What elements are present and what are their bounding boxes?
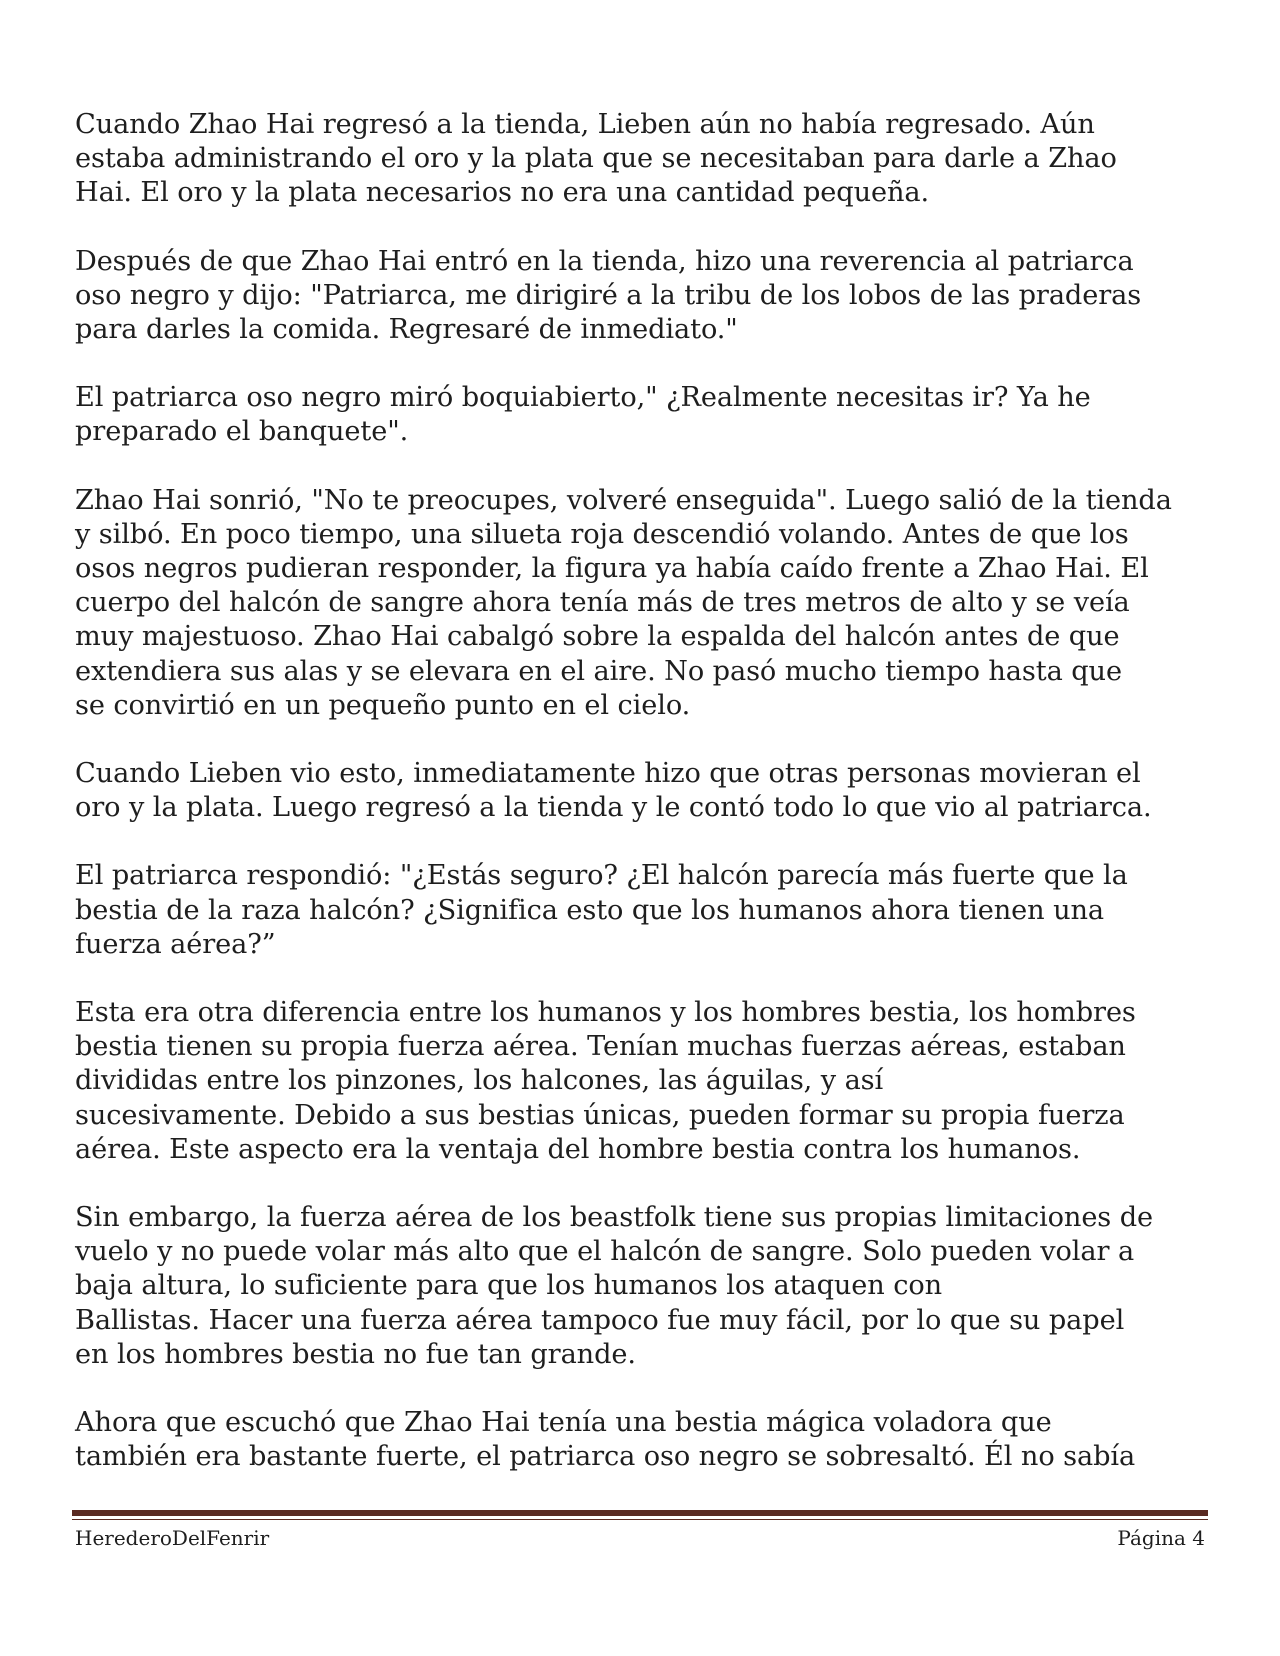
text-line: Esta era otra diferencia entre los humanos y los hombres bestia, los hombres [75,997,1136,1029]
paragraph [75,1201,1205,1372]
text-line: Sin embargo, la fuerza aérea de los beastfolk tiene sus propias limitaciones de [75,1202,1153,1234]
paragraph [75,245,1205,348]
page-footer [75,1526,1205,1556]
text-line: oso negro y dijo: "Patriarca, me dirigiré a la tribu de los lobos de las praderas [75,279,1142,311]
paragraph [75,381,1205,449]
text-line: Después de que Zhao Hai entró en la tienda, hizo una reverencia al patriarca [75,245,1134,277]
text-line: cuerpo del halcón de sangre ahora tenía más de tres metros de alto y se veía [75,587,1130,619]
text-line: osos negros pudieran responder, la figura ya había caído frente a Zhao Hai. El [75,553,1149,585]
paragraph [75,859,1205,962]
paragraph [75,757,1205,825]
paragraph [75,996,1205,1167]
text-line: en los hombres bestia no fue tan grande. [75,1338,636,1370]
text-line: fuerza aérea?” [75,928,276,960]
text-line: extendiera sus alas y se elevara en el aire. No pasó mucho tiempo hasta que [75,655,1122,687]
paragraph [75,484,1205,723]
text-line: también era bastante fuerte, el patriarca oso negro se sobresaltó. Él no sabía [75,1441,1136,1473]
text-line: Ballistas. Hacer una fuerza aérea tampoco fue muy fácil, por lo que su papel [75,1304,1125,1336]
text-line: Cuando Lieben vio esto, inmediatamente hizo que otras personas movieran el [75,758,1141,790]
text-line: vuelo y no puede volar más alto que el halcón de sangre. Solo pueden volar a [75,1236,1135,1268]
text-line: sucesivamente. Debido a sus bestias únicas, pueden formar su propia fuerza [75,1099,1125,1131]
text-line: estaba administrando el oro y la plata que se necesitaban para darle a Zhao [75,143,1117,175]
text-line: El patriarca oso negro miró boquiabierto," ¿Realmente necesitas ir? Ya he [75,382,1091,414]
text-line: preparado el banquete". [75,416,409,448]
text-line: Cuando Zhao Hai regresó a la tienda, Lieben aún no había regresado. Aún [75,109,1095,140]
text-line: Ahora que escuchó que Zhao Hai tenía una bestia mágica voladora que [75,1407,1052,1439]
page-number: Página 4 [1117,1526,1205,1550]
text-line: El patriarca respondió: "¿Estás seguro? ¿El halcón parecía más fuerte que la [75,860,1128,892]
text-line: para darles la comida. Regresaré de inmediato." [75,314,738,346]
text-line: muy majestuoso. Zhao Hai cabalgó sobre la espalda del halcón antes de que [75,621,1120,653]
footer-author: HerederoDelFenrir [75,1526,270,1550]
text-line: se convirtió en un pequeño punto en el cielo. [75,689,691,721]
footer-rule-thin [72,1519,1208,1520]
footer-rule [72,1510,1208,1516]
text-line: baja altura, lo suficiente para que los humanos los ataquen con [75,1270,943,1302]
text-line: bestia tienen su propia fuerza aérea. Tenían muchas fuerzas aéreas, estaban [75,1031,1126,1063]
text-line: Hai. El oro y la plata necesarios no era una cantidad pequeña. [75,177,930,209]
text-line: divididas entre los pinzones, los halcones, las águilas, y así [75,1065,884,1097]
text-line: bestia de la raza halcón? ¿Significa esto que los humanos ahora tienen una [75,894,1105,926]
paragraph [75,108,1205,211]
text-line: aérea. Este aspecto era la ventaja del hombre bestia contra los humanos. [75,1133,1081,1165]
paragraph [75,1406,1205,1474]
text-line: y silbó. En poco tiempo, una silueta roja descendió volando. Antes de que los [75,518,1129,550]
text-line: oro y la plata. Luego regresó a la tienda y le contó todo lo que vio al patriarca. [75,792,1152,824]
page-body [75,108,1205,1509]
text-line: Zhao Hai sonrió, "No te preocupes, volveré enseguida". Luego salió de la tienda [75,484,1172,516]
